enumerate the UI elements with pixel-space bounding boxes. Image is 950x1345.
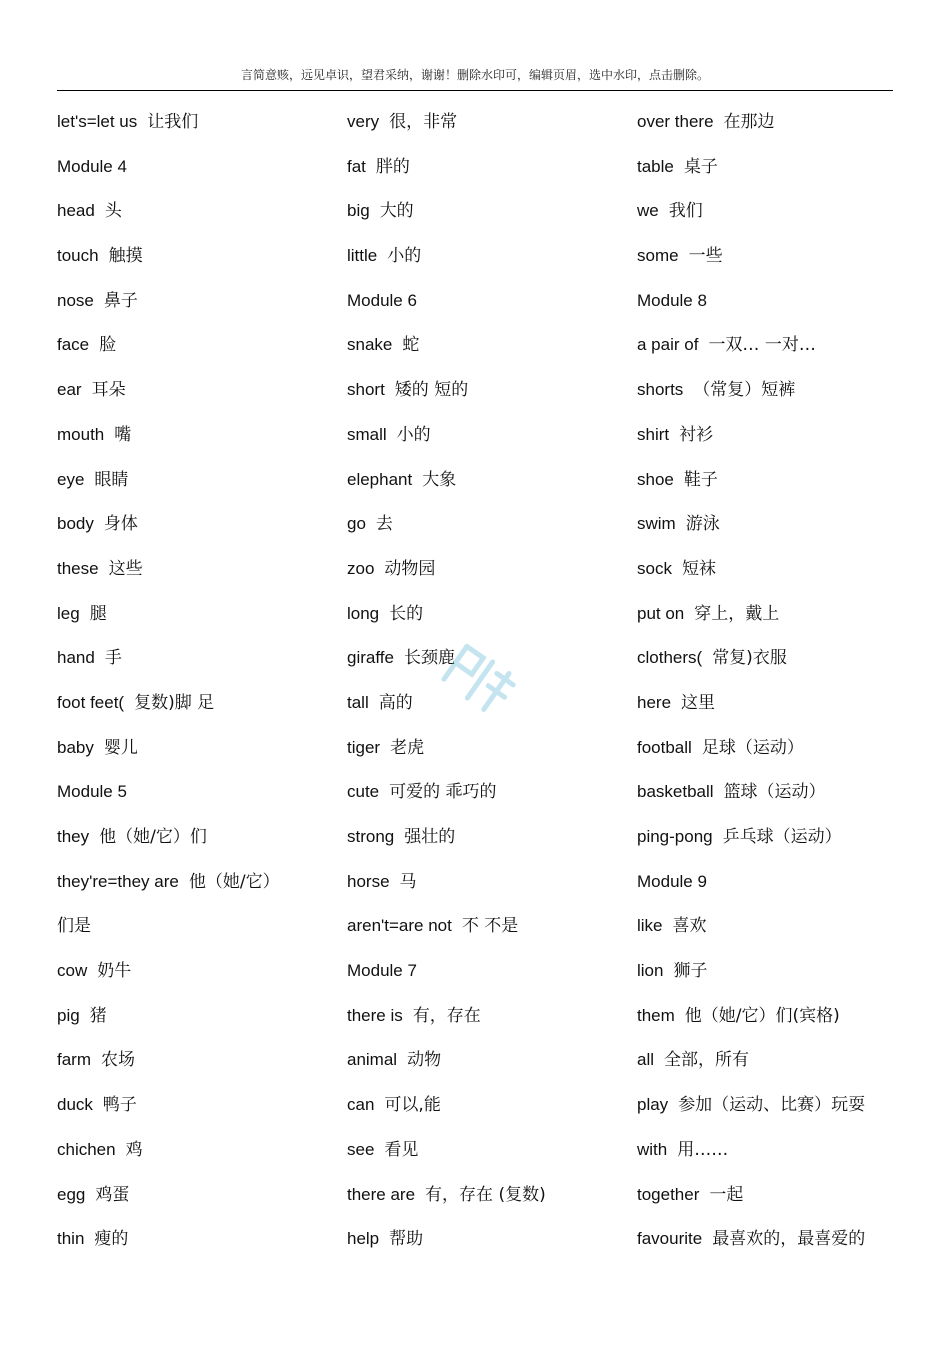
vocab-chinese: 长的 [389, 603, 424, 624]
vocab-chinese: 奶牛 [97, 961, 132, 982]
vocab-entry [637, 823, 927, 868]
vocab-chinese: 蛇 [402, 335, 420, 356]
vocab-entry [637, 466, 927, 511]
header-divider [57, 90, 893, 91]
vocab-entry [637, 778, 927, 823]
vocab-english: cute [347, 782, 380, 802]
vocab-chinese: 马 [399, 871, 417, 892]
vocab-english: cow [57, 961, 88, 981]
vocab-entry [347, 868, 627, 913]
vocab-chinese: 老虎 [390, 737, 425, 758]
vocab-english: Module 9 [637, 871, 707, 891]
vocab-entry [347, 1225, 627, 1270]
vocab-entry [57, 868, 337, 913]
vocab-entry [347, 421, 627, 466]
vocab-entry [57, 600, 337, 645]
vocab-entry [347, 153, 627, 198]
vocab-chinese: 他（她/它）们(宾格) [684, 1005, 840, 1026]
vocab-chinese: 鞋子 [683, 469, 718, 490]
vocab-chinese: 腿 [89, 603, 107, 624]
vocab-english: head [57, 201, 95, 221]
vocab-entry [637, 1225, 927, 1270]
vocab-chinese: 头 [104, 201, 122, 222]
vocab-chinese: 穿上，戴上 [694, 603, 780, 624]
vocab-english: swim [637, 514, 676, 534]
vocab-chinese: 触摸 [108, 246, 143, 267]
vocab-english: sock [637, 558, 672, 578]
vocab-english: very [347, 112, 380, 131]
vocab-english: foot feet( [57, 692, 125, 712]
vocab-english: lion [637, 961, 664, 981]
vocab-english: help [347, 1229, 380, 1249]
vocab-english: clothers( [637, 648, 703, 668]
vocab-chinese: 小的 [396, 424, 431, 445]
vocab-english: mouth [57, 424, 105, 444]
vocab-chinese: 喜欢 [672, 916, 707, 937]
vocab-chinese: 鸡蛋 [95, 1184, 130, 1205]
vocab-english: Module 7 [347, 961, 417, 981]
vocab-english: chichen [57, 1139, 116, 1159]
vocab-chinese: 看见 [384, 1139, 419, 1160]
vocab-english: together [637, 1184, 700, 1204]
vocab-entry [637, 287, 927, 332]
vocab-english: football [637, 737, 692, 757]
vocab-entry [347, 331, 627, 376]
vocab-entry [637, 197, 927, 242]
vocab-entry [347, 555, 627, 600]
vocab-entry [637, 957, 927, 1002]
vocab-english: play [637, 1095, 669, 1115]
vocab-chinese: 常复)衣服 [712, 648, 787, 669]
vocab-entry [637, 1046, 927, 1091]
vocab-chinese: 乒乓球（运动） [722, 827, 842, 847]
vocab-english: eye [57, 469, 85, 489]
vocab-chinese: 瘦的 [94, 1229, 129, 1250]
vocab-entry [347, 242, 627, 287]
vocab-chinese: 一些 [688, 246, 723, 267]
vocab-english: they [57, 827, 90, 846]
vocab-entry [347, 600, 627, 645]
vocab-chinese: （常复）短裤 [693, 380, 796, 401]
vocab-entry [57, 466, 337, 511]
vocab-entry [347, 376, 627, 421]
vocab-entry [347, 778, 627, 823]
vocab-entry [57, 242, 337, 287]
vocab-english: Module 6 [347, 290, 417, 310]
vocab-english: nose [57, 290, 94, 310]
vocab-english: here [637, 692, 672, 712]
vocab-entry [347, 466, 627, 511]
vocab-entry [347, 1002, 627, 1047]
vocab-english: body [57, 514, 94, 534]
vocab-entry [637, 1002, 927, 1047]
vocab-english: tiger [347, 737, 381, 757]
vocab-english: see [347, 1139, 375, 1159]
vocab-chinese: 帮助 [389, 1229, 424, 1250]
vocab-entry [57, 957, 337, 1002]
vocab-english: duck [57, 1095, 93, 1115]
vocab-english: thin [57, 1229, 85, 1249]
vocab-english: table [637, 156, 674, 176]
vocab-english: egg [57, 1184, 86, 1204]
vocab-english: shirt [637, 424, 670, 444]
vocab-entry [347, 108, 627, 153]
vocab-chinese: 这里 [681, 692, 716, 713]
vocab-chinese: 用…… [677, 1139, 729, 1160]
vocab-chinese: 农场 [101, 1050, 135, 1071]
vocab-english: strong [347, 827, 395, 846]
vocab-english: tall [347, 692, 369, 712]
vocab-entry [347, 197, 627, 242]
vocab-chinese: 去 [375, 514, 393, 535]
vocab-english: put on [637, 603, 685, 623]
vocab-entry [57, 1181, 337, 1226]
vocab-english: let's=let us [57, 112, 138, 131]
vocab-entry [637, 555, 927, 600]
vocab-english: a pair of [637, 335, 699, 355]
vocab-chinese: 我们 [668, 201, 703, 222]
vocab-chinese: 脸 [99, 335, 117, 356]
vocab-entry [637, 376, 927, 421]
vocab-english: they're=they are [57, 871, 179, 891]
vocab-english: zoo [347, 558, 375, 578]
vocab-english: aren't=are not [347, 916, 452, 936]
vocab-english: animal [347, 1050, 398, 1070]
vocab-entry [637, 1091, 927, 1136]
vocab-english: shoe [637, 469, 674, 489]
vocab-column-3 [637, 108, 927, 1270]
vocab-english: can [347, 1095, 375, 1115]
vocab-entry [347, 1046, 627, 1091]
vocab-entry [637, 108, 927, 153]
vocab-chinese: 动物园 [384, 558, 436, 579]
vocab-entry [57, 153, 337, 198]
vocab-chinese: 全部，所有 [664, 1050, 750, 1071]
vocab-entry [57, 555, 337, 600]
vocab-entry [57, 1046, 337, 1091]
vocab-entry [347, 510, 627, 555]
vocab-entry [57, 689, 337, 734]
vocab-english: long [347, 603, 380, 623]
vocab-entry [57, 108, 337, 153]
vocab-chinese: 他（她/它） [188, 871, 280, 892]
vocab-chinese: 不 不是 [461, 916, 519, 937]
vocab-chinese: 高的 [378, 692, 413, 713]
vocab-entry [347, 1136, 627, 1181]
vocab-english: with [637, 1139, 668, 1159]
vocab-entry [637, 689, 927, 734]
vocab-chinese: 一双… 一对… [708, 335, 816, 356]
vocab-chinese: 耳朵 [91, 380, 126, 401]
vocab-chinese: 足球（运动） [701, 737, 804, 758]
vocab-chinese: 可以,能 [384, 1095, 441, 1116]
vocab-entry [637, 912, 927, 957]
vocab-english: face [57, 335, 90, 355]
vocab-chinese: 复数)脚 足 [134, 692, 215, 713]
vocab-english: favourite [637, 1229, 703, 1249]
vocab-entry [637, 1136, 927, 1181]
vocab-english: little [347, 246, 378, 266]
vocab-chinese: 最喜欢的，最喜爱的 [712, 1229, 866, 1250]
vocab-entry [347, 1181, 627, 1226]
vocab-chinese: 眼睛 [94, 469, 129, 490]
vocab-chinese: 嘴 [114, 424, 132, 445]
vocab-english: some [637, 246, 679, 266]
vocab-english: Module 5 [57, 782, 127, 802]
vocab-english: there is [347, 1005, 403, 1025]
vocab-entry [57, 644, 337, 689]
vocab-chinese: 有，存在 [412, 1005, 481, 1026]
vocab-entry [637, 868, 927, 913]
vocab-chinese: 衬衫 [679, 424, 714, 445]
vocab-entry [57, 510, 337, 555]
vocab-entry [637, 153, 927, 198]
vocab-entry [57, 778, 337, 823]
vocab-entry [57, 421, 337, 466]
vocab-chinese: 可爱的 乖巧的 [389, 782, 497, 803]
vocab-chinese: 胖的 [375, 156, 410, 177]
vocab-chinese: 小的 [387, 246, 422, 267]
vocab-english: farm [57, 1050, 91, 1070]
vocab-english: over there [637, 112, 714, 131]
vocab-entry [57, 331, 337, 376]
vocab-chinese: 身体 [103, 514, 138, 535]
vocab-chinese: 强壮的 [404, 827, 456, 847]
vocab-chinese: 手 [104, 648, 122, 669]
vocab-english: them [637, 1005, 675, 1025]
vocab-entry [57, 1136, 337, 1181]
vocab-entry [57, 912, 337, 957]
vocab-english: fat [347, 156, 366, 176]
vocab-chinese: 婴儿 [103, 737, 138, 758]
vocab-entry [57, 1225, 337, 1270]
vocab-english: go [347, 514, 366, 534]
vocab-entry [637, 242, 927, 287]
vocab-chinese: 有，存在 (复数) [425, 1184, 546, 1205]
vocab-english: giraffe [347, 648, 394, 668]
vocab-entry [347, 1091, 627, 1136]
vocab-chinese: 鼻子 [103, 290, 138, 311]
vocab-english: Module 4 [57, 156, 127, 176]
vocab-entry [57, 287, 337, 332]
vocab-entry [637, 600, 927, 645]
vocab-entry [637, 421, 927, 466]
vocab-chinese: 参加（运动、比赛）玩耍 [678, 1095, 866, 1116]
vocab-entry [637, 734, 927, 779]
vocab-chinese: 短袜 [681, 558, 716, 579]
vocab-chinese: 篮球（运动） [723, 782, 826, 803]
vocab-chinese: 大的 [379, 201, 414, 222]
vocab-chinese: 长颈鹿 [403, 648, 455, 669]
vocab-english: ping-pong [637, 827, 713, 846]
vocab-chinese: 大象 [422, 469, 457, 490]
vocab-entry [57, 1091, 337, 1136]
vocab-entry [347, 823, 627, 868]
vocab-chinese: 游泳 [685, 514, 720, 535]
vocab-english: small [347, 424, 387, 444]
vocab-english: horse [347, 871, 390, 891]
vocab-chinese: 们是 [57, 916, 91, 937]
vocab-english: we [637, 201, 659, 221]
vocab-chinese: 在那边 [723, 112, 775, 132]
vocab-english: shorts [637, 380, 684, 400]
vocab-chinese: 鸡 [125, 1139, 143, 1160]
vocab-entry [57, 197, 337, 242]
vocab-english: all [637, 1050, 655, 1070]
vocab-entry [347, 734, 627, 779]
vocab-chinese: 让我们 [147, 112, 199, 132]
vocab-english: ear [57, 380, 82, 400]
vocab-english: hand [57, 648, 95, 668]
vocab-english: elephant [347, 469, 413, 489]
vocab-english: snake [347, 335, 393, 355]
vocab-english: like [637, 916, 663, 936]
vocab-english: there are [347, 1184, 416, 1204]
vocab-chinese: 他（她/它）们 [99, 827, 207, 847]
vocab-english: these [57, 558, 99, 578]
vocab-entry [637, 331, 927, 376]
vocab-english: pig [57, 1005, 80, 1025]
vocab-chinese: 鸭子 [102, 1095, 137, 1116]
vocab-chinese: 很，非常 [389, 112, 458, 132]
vocab-chinese: 动物 [407, 1050, 442, 1071]
vocab-entry [347, 912, 627, 957]
vocab-entry [57, 823, 337, 868]
vocab-entry [347, 287, 627, 332]
vocab-chinese: 一起 [709, 1184, 744, 1205]
vocab-english: short [347, 380, 385, 400]
vocab-english: Module 8 [637, 290, 707, 310]
vocab-chinese: 桌子 [683, 156, 718, 177]
vocab-english: big [347, 201, 370, 221]
vocab-chinese: 这些 [108, 558, 143, 579]
vocab-chinese: 猪 [89, 1005, 107, 1026]
vocab-entry [57, 734, 337, 779]
vocab-english: leg [57, 603, 80, 623]
vocab-chinese: 矮的 短的 [394, 380, 469, 401]
vocab-column-1 [57, 108, 337, 1270]
vocab-english: touch [57, 246, 99, 266]
vocab-english: baby [57, 737, 94, 757]
vocab-entry [637, 1181, 927, 1226]
vocab-entry [57, 1002, 337, 1047]
vocab-entry [637, 510, 927, 555]
vocab-english: basketball [637, 782, 714, 802]
vocab-entry [347, 957, 627, 1002]
vocab-chinese: 狮子 [673, 961, 708, 982]
vocab-entry [637, 644, 927, 689]
page-header-notice: 言简意赅，远见卓识，望君采纳，谢谢！删除水印可，编辑页眉，选中水印，点击删除。 [240, 68, 709, 82]
vocab-entry [57, 376, 337, 421]
